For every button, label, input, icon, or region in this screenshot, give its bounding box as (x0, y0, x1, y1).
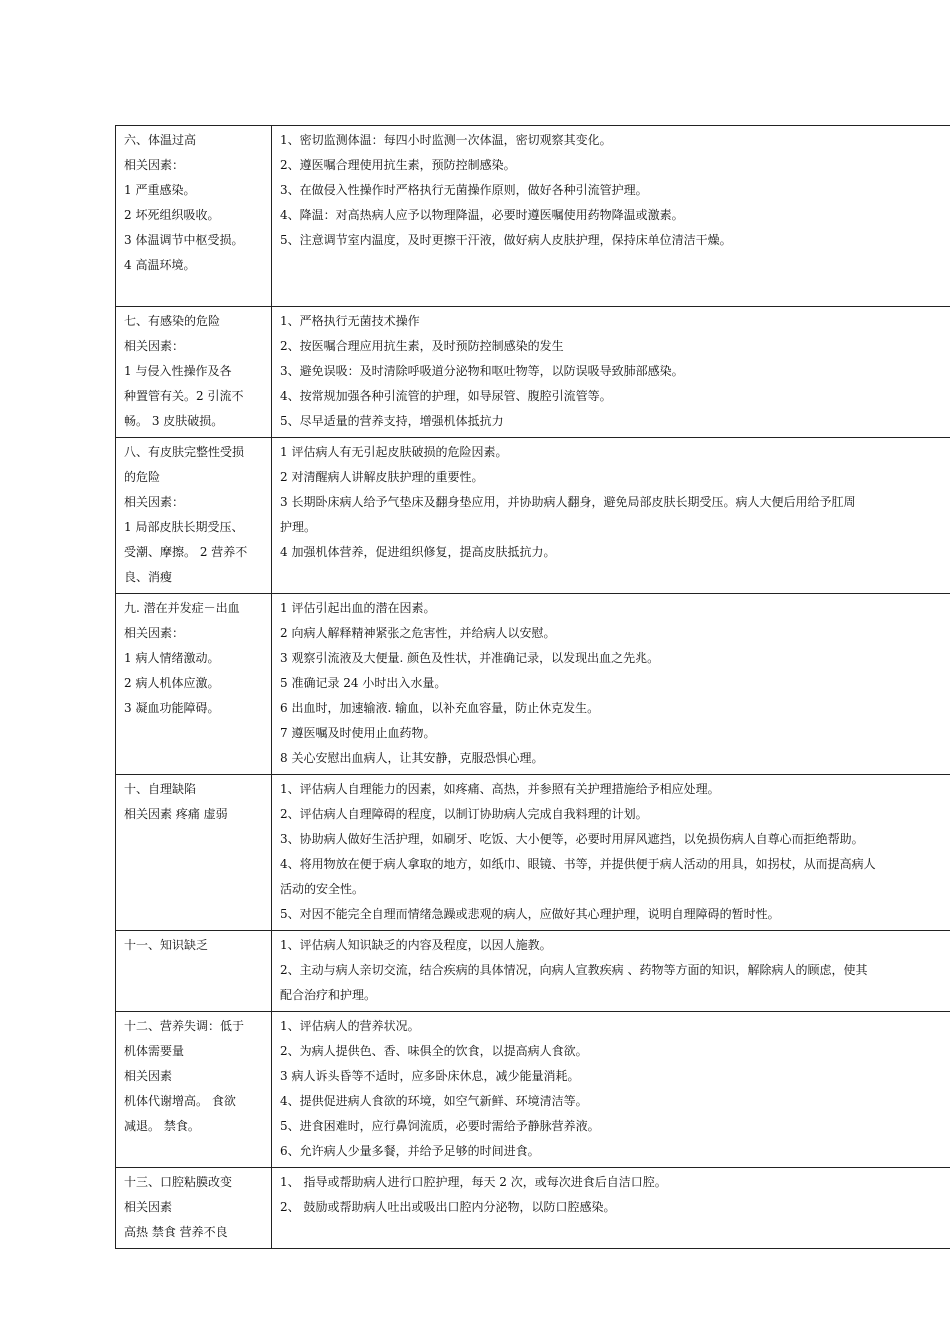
measure-line: 1、 指导或帮助病人进行口腔护理，每天 2 次，或每次进食后自洁口腔。 (280, 1175, 667, 1189)
measure-line: 活动的安全性。 (280, 882, 365, 896)
measures-cell (272, 307, 950, 438)
measure-line: 1、密切监测体温：每四小时监测一次体温，密切观察其变化。 (280, 133, 612, 147)
measure-line: 5、对因不能完全自理而情绪急躁或悲观的病人，应做好其心理护理，说明自理障碍的暂时性。 (280, 907, 780, 921)
diagnosis-line (124, 278, 265, 303)
measure-line: 2 对清醒病人讲解皮肤护理的重要性。 (280, 470, 484, 484)
measure-line: 5、尽早适量的营养支持，增强机体抵抗力 (280, 414, 504, 428)
measures-cell (272, 594, 950, 775)
measure-line: 4 加强机体营养，促进组织修复，提高皮肤抵抗力。 (280, 545, 556, 559)
diagnosis-line: 相关因素： (124, 495, 185, 509)
measure-line: 3 病人诉头昏等不适时，应多卧床休息，减少能量消耗。 (280, 1069, 580, 1083)
diagnosis-line: 九. 潜在并发症－出血 (124, 601, 240, 615)
diagnosis-line: 1 严重感染。 (124, 183, 196, 197)
diagnosis-line: 八、有皮肤完整性受损 (124, 445, 245, 459)
measures-cell (272, 1168, 950, 1249)
table-row (116, 1168, 950, 1249)
measures-cell (272, 438, 950, 594)
table-row (116, 775, 950, 931)
diagnosis-line: 十一、知识缺乏 (124, 938, 209, 952)
measure-line: 配合治疗和护理。 (280, 988, 377, 1002)
diagnosis-line: 相关因素： (124, 626, 185, 640)
measure-line: 1 评估病人有无引起皮肤破损的危险因素。 (280, 445, 508, 459)
diagnosis-line: 相关因素： (124, 339, 185, 353)
diagnosis-line: 机体需要量 (124, 1044, 185, 1058)
diagnosis-line: 十、自理缺陷 (124, 782, 197, 796)
measure-line: 2、评估病人自理障碍的程度，以制订协助病人完成自我料理的计划。 (280, 807, 648, 821)
measure-line: 2、为病人提供色、香、味俱全的饮食，以提高病人食欲。 (280, 1044, 588, 1058)
measures-cell (272, 931, 950, 1012)
diagnosis-line: 六、体温过高 (124, 133, 197, 147)
diagnosis-line: 畅。 3 皮肤破损。 (124, 414, 224, 428)
measure-line: 5、进食困难时，应行鼻饲流质，必要时需给予静脉营养液。 (280, 1119, 600, 1133)
diagnosis-line: 受潮、摩擦。 2 营养不 (124, 545, 248, 559)
diagnosis-cell (116, 931, 272, 1012)
measure-line: 3、在做侵入性操作时严格执行无菌操作原则，做好各种引流管护理。 (280, 183, 648, 197)
diagnosis-line: 4 高温环境。 (124, 258, 196, 272)
diagnosis-line: 3 体温调节中枢受损。 (124, 233, 244, 247)
diagnosis-line: 1 与侵入性操作及各 (124, 364, 232, 378)
diagnosis-line: 的危险 (124, 470, 161, 484)
diagnosis-line: 相关因素： (124, 158, 185, 172)
diagnosis-line: 高热 禁食 营养不良 (124, 1225, 228, 1239)
measures-cell (272, 126, 950, 307)
measure-line: 4、降温：对高热病人应予以物理降温，必要时遵医嘱使用药物降温或激素。 (280, 208, 684, 222)
measure-line: 4、提供促进病人食欲的环境，如空气新鲜、环境清洁等。 (280, 1094, 588, 1108)
diagnosis-line: 相关因素 (124, 1069, 173, 1083)
table-row (116, 931, 950, 1012)
table-row (116, 126, 950, 307)
table-row (116, 307, 950, 438)
measure-line: 4、将用物放在便于病人拿取的地方，如纸巾、眼镜、书等，并提供便于病人活动的用具，如拐杖，从而提高病人 (280, 857, 876, 871)
diagnosis-line: 七、有感染的危险 (124, 314, 221, 328)
measure-line: 3 长期卧床病人给予气垫床及翻身垫应用，并协助病人翻身，避免局部皮肤长期受压。病人大便后用给予肛周 (280, 495, 856, 509)
diagnosis-line: 2 病人机体应激。 (124, 676, 220, 690)
measure-line: 8 关心安慰出血病人，让其安静，克服恐惧心理。 (280, 751, 544, 765)
diagnosis-line: 1 病人情绪激动。 (124, 651, 220, 665)
measure-line: 2、 鼓励或帮助病人吐出或吸出口腔内分泌物，以防口腔感染。 (280, 1200, 616, 1214)
measure-line: 护理。 (280, 520, 317, 534)
nursing-care-table (115, 125, 950, 1249)
table-row (116, 594, 950, 775)
measure-line: 2、按医嘱合理应用抗生素，及时预防控制感染的发生 (280, 339, 564, 353)
diagnosis-line: 相关因素 疼痛 虚弱 (124, 807, 228, 821)
diagnosis-line: 2 坏死组织吸收。 (124, 208, 220, 222)
measure-line: 4、按常规加强各种引流管的护理，如导尿管、腹腔引流管等。 (280, 389, 612, 403)
diagnosis-line: 1 局部皮肤长期受压、 (124, 520, 244, 534)
measure-line: 6、允许病人少量多餐，并给予足够的时间进食。 (280, 1144, 540, 1158)
measure-line: 1 评估引起出血的潜在因素。 (280, 601, 436, 615)
table-row (116, 1012, 950, 1168)
diagnosis-cell (116, 1168, 272, 1249)
diagnosis-cell (116, 1012, 272, 1168)
measure-line: 3、协助病人做好生活护理，如刷牙、吃饭、大小便等，必要时用屏风遮挡，以免损伤病人自尊心而拒绝帮助。 (280, 832, 864, 846)
measure-line: 1、评估病人的营养状况。 (280, 1019, 420, 1033)
table-row (116, 438, 950, 594)
diagnosis-line: 十三、口腔粘膜改变 (124, 1175, 233, 1189)
diagnosis-line: 十二、营养失调：低于 (124, 1019, 245, 1033)
measure-line: 5、注意调节室内温度，及时更擦干汗液，做好病人皮肤护理，保持床单位清洁干燥。 (280, 233, 732, 247)
table-body (116, 126, 950, 1249)
measure-line: 2 向病人解释精神紧张之危害性，并给病人以安慰。 (280, 626, 556, 640)
measure-line: 2、主动与病人亲切交流，结合疾病的具体情况，向病人宣教疾病 、药物等方面的知识，解除病人的顾虑，使其 (280, 963, 868, 977)
diagnosis-cell (116, 594, 272, 775)
measure-line: 2、遵医嘱合理使用抗生素，预防控制感染。 (280, 158, 516, 172)
measure-line: 6 出血时，加速输液. 输血，以补充血容量，防止休克发生。 (280, 701, 600, 715)
measure-line: 1、严格执行无菌技术操作 (280, 314, 420, 328)
measure-line: 7 遵医嘱及时使用止血药物。 (280, 726, 436, 740)
diagnosis-line: 相关因素 (124, 1200, 173, 1214)
measure-line: 3 观察引流液及大便量. 颜色及性状，并准确记录，以发现出血之先兆。 (280, 651, 660, 665)
diagnosis-cell (116, 438, 272, 594)
diagnosis-cell (116, 775, 272, 931)
measure-line: 1、评估病人自理能力的因素，如疼痛、高热，并参照有关护理措施给予相应处理。 (280, 782, 720, 796)
diagnosis-cell (116, 307, 272, 438)
diagnosis-line: 机体代谢增高。 食欲 (124, 1094, 236, 1108)
diagnosis-cell (116, 126, 272, 307)
diagnosis-line: 3 凝血功能障碍。 (124, 701, 220, 715)
measure-line: 3、避免误吸：及时清除呼吸道分泌物和呕吐物等，以防误吸导致肺部感染。 (280, 364, 684, 378)
diagnosis-line: 良、消瘦 (124, 570, 173, 584)
measure-line: 1、评估病人知识缺乏的内容及程度，以因人施教。 (280, 938, 552, 952)
measure-line: 5 准确记录 24 小时出入水量。 (280, 676, 447, 690)
measures-cell (272, 1012, 950, 1168)
measures-cell (272, 775, 950, 931)
diagnosis-line: 减退。 禁食。 (124, 1119, 200, 1133)
diagnosis-line: 种置管有关。2 引流不 (124, 389, 244, 403)
